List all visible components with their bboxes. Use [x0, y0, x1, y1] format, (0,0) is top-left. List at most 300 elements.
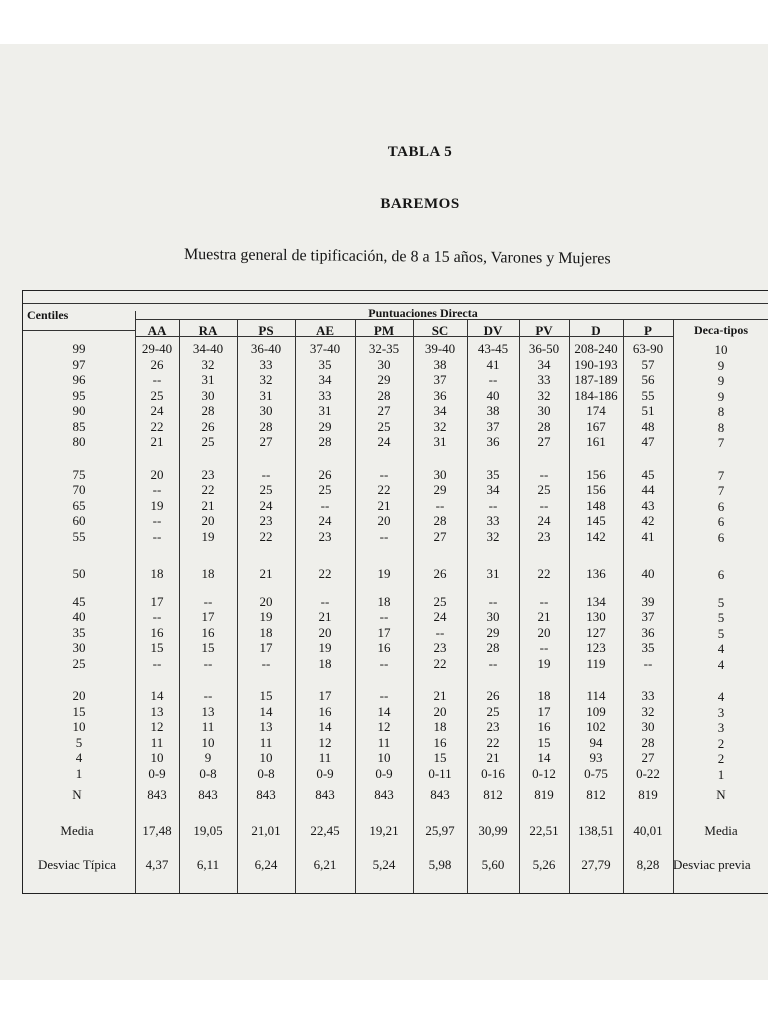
- score-cell: 26: [433, 566, 447, 581]
- score-cell: 18: [201, 566, 215, 581]
- score-cell: 148: [586, 497, 606, 513]
- score-cell: 37: [486, 418, 500, 434]
- score-cell: 23: [433, 640, 447, 655]
- score-cell: --: [203, 655, 213, 671]
- score-cell: 43-45: [477, 341, 509, 356]
- decatipo-value: 6: [717, 498, 725, 514]
- score-cell: 25: [318, 482, 332, 497]
- score-cell: 38: [433, 356, 447, 372]
- score-cell: 119: [586, 655, 606, 671]
- score-cell: --: [539, 593, 549, 609]
- score-cell: --: [435, 624, 445, 640]
- score-cell: 21: [201, 497, 215, 513]
- score-cell: 130: [586, 609, 606, 624]
- score-cell: 12: [377, 719, 391, 734]
- footer-cell: 8,28: [636, 857, 660, 872]
- score-cell: 0-9: [316, 765, 334, 781]
- score-cell: --: [152, 513, 162, 528]
- score-cell: 30: [259, 403, 273, 418]
- score-cell: 20: [318, 624, 332, 640]
- centile-value: 40: [72, 609, 86, 624]
- decatipo-value: 6: [717, 514, 725, 529]
- centile-value: 45: [72, 593, 86, 609]
- score-cell: 36: [433, 387, 447, 403]
- score-cell: 114: [586, 688, 606, 703]
- score-cell: --: [379, 655, 389, 671]
- score-cell: 19: [537, 655, 551, 671]
- score-cell: 48: [641, 418, 655, 434]
- score-cell: 36-50: [528, 341, 560, 356]
- footer-cell: 19,05: [193, 823, 223, 838]
- score-cell: 18: [150, 566, 164, 581]
- centile-value: 97: [72, 356, 86, 372]
- score-cell: 22: [259, 528, 273, 544]
- footer-cell: 843: [315, 787, 335, 802]
- score-cell: 142: [586, 528, 606, 544]
- centiles-header: Centiles: [27, 308, 69, 322]
- centile-value: 60: [72, 513, 86, 528]
- score-cell: 25: [150, 387, 164, 403]
- score-cell: 27: [537, 434, 551, 449]
- score-cell: 12: [150, 719, 164, 734]
- score-cell: 22: [433, 655, 447, 671]
- header-rule: [23, 330, 135, 331]
- score-cell: --: [152, 528, 162, 544]
- score-cell: 11: [150, 734, 164, 750]
- score-cell: 41: [641, 528, 655, 544]
- score-cell: 28: [537, 418, 551, 434]
- score-cell: 127: [586, 624, 606, 640]
- score-cell: 33: [537, 372, 551, 387]
- score-cell: 0-75: [584, 765, 608, 781]
- score-cell: 134: [586, 593, 606, 609]
- score-cell: 27: [377, 403, 391, 418]
- score-cell: 36-40: [250, 341, 282, 356]
- column-header-dv: DV: [483, 323, 503, 338]
- column-header-d: D: [591, 323, 601, 338]
- score-cell: 32-35: [368, 341, 400, 356]
- footer-cell: 6,11: [196, 857, 220, 872]
- score-cell: 11: [259, 734, 273, 750]
- score-cell: 30: [641, 719, 655, 734]
- score-cell: 16: [150, 624, 164, 640]
- footer-cell: 5,26: [532, 857, 556, 872]
- footer-right-label: N: [716, 787, 726, 802]
- score-cell: 56: [641, 372, 655, 387]
- decatipo-value: 4: [717, 656, 725, 672]
- centile-value: 99: [72, 341, 86, 356]
- score-cell: 15: [150, 640, 164, 655]
- score-cell: 24: [318, 513, 332, 528]
- score-cell: 35: [486, 466, 500, 482]
- score-cell: 9: [204, 750, 212, 765]
- footer-cell: 812: [586, 787, 606, 802]
- column-header-sc: SC: [431, 323, 449, 338]
- score-cell: 14: [150, 688, 164, 703]
- score-cell: 28: [486, 640, 500, 655]
- score-cell: 0-9: [375, 765, 393, 781]
- score-cell: 11: [377, 734, 391, 750]
- decatipo-value: 9: [717, 373, 725, 388]
- decatipo-value: 5: [717, 625, 725, 641]
- score-cell: 16: [537, 719, 551, 734]
- score-cell: 14: [377, 703, 391, 719]
- column-header-ae: AE: [315, 323, 335, 338]
- score-cell: 23: [537, 528, 551, 544]
- score-cell: 32: [537, 387, 551, 403]
- score-cell: 26: [486, 688, 500, 703]
- score-cell: --: [488, 497, 498, 513]
- score-cell: 23: [259, 513, 273, 528]
- score-cell: 55: [641, 387, 655, 403]
- centile-value: 10: [72, 719, 86, 734]
- column-header-p: P: [644, 323, 652, 338]
- decatipo-value: 1: [717, 766, 725, 782]
- score-cell: 23: [201, 466, 215, 482]
- score-cell: --: [379, 688, 389, 703]
- score-cell: 24: [377, 434, 391, 449]
- score-cell: 109: [586, 703, 606, 719]
- score-cell: 21: [537, 609, 551, 624]
- score-cell: 0-16: [481, 765, 505, 781]
- deca-tipos-header: Deca-tipos: [694, 323, 748, 337]
- score-cell: 187-189: [574, 372, 618, 387]
- score-cell: 25: [486, 703, 500, 719]
- score-cell: 32: [486, 528, 500, 544]
- score-cell: 36: [486, 434, 500, 449]
- footer-cell: 5,98: [428, 857, 452, 872]
- decatipo-value: 8: [717, 419, 725, 435]
- score-cell: 24: [259, 497, 273, 513]
- score-cell: 44: [641, 482, 655, 497]
- score-cell: 17: [537, 703, 551, 719]
- score-cell: 37-40: [309, 341, 341, 356]
- score-cell: 29: [377, 372, 391, 387]
- score-cell: 0-11: [428, 765, 452, 781]
- score-cell: 31: [433, 434, 447, 449]
- score-cell: 27: [433, 528, 447, 544]
- footer-label: Desviac Típica: [37, 857, 117, 872]
- score-cell: 23: [318, 528, 332, 544]
- score-cell: --: [152, 482, 162, 497]
- score-cell: 30: [537, 403, 551, 418]
- score-cell: 28: [318, 434, 332, 449]
- score-cell: 28: [201, 403, 215, 418]
- decatipo-value: 4: [717, 689, 725, 704]
- score-cell: 35: [318, 356, 332, 372]
- score-cell: --: [488, 593, 498, 609]
- score-cell: 32: [433, 418, 447, 434]
- score-cell: 47: [641, 434, 655, 449]
- score-cell: --: [539, 640, 549, 655]
- table-caption: Muestra general de tipificación, de 8 a 15 años, Varones y Mujeres: [183, 246, 611, 268]
- score-cell: 21: [259, 566, 273, 581]
- score-cell: 17: [150, 593, 164, 609]
- score-cell: 27: [641, 750, 655, 765]
- score-cell: 63-90: [632, 341, 664, 356]
- score-cell: 18: [259, 624, 273, 640]
- footer-cell: 819: [534, 787, 554, 802]
- score-cell: 26: [201, 418, 215, 434]
- score-cell: 39-40: [424, 341, 456, 356]
- score-cell: --: [539, 497, 549, 513]
- footer-cell: 19,21: [369, 823, 399, 838]
- score-cell: 32: [641, 703, 655, 719]
- score-cell: 19: [318, 640, 332, 655]
- decatipo-value: 10: [714, 342, 728, 357]
- score-cell: 0-8: [257, 765, 275, 781]
- centile-value: 1: [75, 765, 83, 781]
- score-cell: 34: [537, 356, 551, 372]
- score-cell: 10: [377, 750, 391, 765]
- score-cell: 32: [201, 356, 215, 372]
- score-cell: 43: [641, 497, 655, 513]
- score-cell: 11: [318, 750, 332, 765]
- group-header: Puntuaciones Directa: [368, 306, 478, 320]
- centile-value: 75: [72, 466, 86, 482]
- document-page: [0, 44, 768, 980]
- score-cell: 33: [318, 387, 332, 403]
- score-cell: 22: [201, 482, 215, 497]
- score-cell: 41: [486, 356, 500, 372]
- footer-cell: 22,45: [310, 823, 340, 838]
- decatipo-value: 9: [717, 388, 725, 404]
- centile-value: 95: [72, 387, 86, 403]
- centile-value: 80: [72, 434, 86, 449]
- score-cell: 25: [433, 593, 447, 609]
- centile-value: 35: [72, 624, 86, 640]
- score-cell: 21: [377, 497, 391, 513]
- footer-cell: 17,48: [142, 823, 172, 838]
- score-cell: 14: [318, 719, 332, 734]
- score-cell: 16: [318, 703, 332, 719]
- score-cell: --: [379, 466, 389, 482]
- score-cell: 14: [259, 703, 273, 719]
- column-header-pv: PV: [535, 323, 553, 338]
- score-cell: 19: [377, 566, 391, 581]
- decatipo-value: 7: [717, 435, 725, 450]
- score-cell: 28: [377, 387, 391, 403]
- score-cell: 51: [641, 403, 655, 418]
- decatipo-value: 9: [717, 357, 725, 373]
- footer-cell: 25,97: [425, 823, 455, 838]
- score-cell: 161: [586, 434, 606, 449]
- score-cell: 19: [201, 528, 215, 544]
- score-cell: 34: [486, 482, 500, 497]
- centile-value: 65: [72, 497, 86, 513]
- score-cell: 30: [201, 387, 215, 403]
- footer-cell: 6,21: [313, 857, 337, 872]
- footer-cell: 819: [638, 787, 658, 802]
- decatipo-value: 6: [717, 567, 725, 582]
- score-cell: 184-186: [574, 387, 618, 403]
- decatipo-value: 7: [717, 467, 725, 483]
- footer-cell: 843: [147, 787, 167, 802]
- centile-value: 85: [72, 418, 86, 434]
- header-rule: [135, 319, 768, 320]
- score-cell: 174: [586, 403, 606, 418]
- score-cell: 42: [641, 513, 655, 528]
- footer-label: Media: [60, 823, 94, 838]
- score-cell: 33: [486, 513, 500, 528]
- score-cell: 29: [486, 624, 500, 640]
- table-number-heading: TABLA 5: [387, 144, 453, 160]
- score-cell: 22: [377, 482, 391, 497]
- column-header-ps: PS: [258, 323, 274, 338]
- score-cell: 18: [318, 655, 332, 671]
- score-cell: 10: [259, 750, 273, 765]
- score-cell: 18: [377, 593, 391, 609]
- score-cell: 14: [537, 750, 551, 765]
- score-cell: --: [488, 655, 498, 671]
- score-cell: 33: [259, 356, 273, 372]
- score-cell: 145: [586, 513, 606, 528]
- score-cell: 21: [486, 750, 500, 765]
- score-cell: 30: [486, 609, 500, 624]
- score-cell: 29: [318, 418, 332, 434]
- decatipo-value: 5: [717, 610, 725, 625]
- score-cell: --: [320, 593, 330, 609]
- footer-cell: 138,51: [578, 823, 614, 838]
- score-cell: 123: [586, 640, 606, 655]
- score-cell: --: [488, 372, 498, 387]
- centile-value: 90: [72, 403, 86, 418]
- column-header-ra: RA: [198, 323, 218, 338]
- score-cell: 15: [201, 640, 215, 655]
- score-cell: 36: [641, 624, 655, 640]
- footer-cell: 4,37: [145, 857, 169, 872]
- score-cell: 28: [433, 513, 447, 528]
- score-cell: 23: [486, 719, 500, 734]
- score-cell: 17: [318, 688, 332, 703]
- score-cell: 20: [201, 513, 215, 528]
- score-cell: --: [320, 497, 330, 513]
- score-cell: 21: [318, 609, 332, 624]
- score-cell: 19: [259, 609, 273, 624]
- score-cell: --: [152, 372, 162, 387]
- score-cell: 12: [318, 734, 332, 750]
- centile-value: 15: [72, 703, 86, 719]
- score-cell: 20: [433, 703, 447, 719]
- score-cell: 20: [259, 593, 273, 609]
- score-cell: 0-8: [199, 765, 217, 781]
- score-cell: 15: [537, 734, 551, 750]
- score-cell: 13: [201, 703, 215, 719]
- score-cell: 30: [433, 466, 447, 482]
- centile-value: 25: [72, 655, 86, 671]
- column-header-aa: AA: [147, 323, 167, 338]
- score-cell: 37: [433, 372, 447, 387]
- decatipo-value: 2: [717, 751, 725, 766]
- score-cell: 25: [537, 482, 551, 497]
- score-cell: 26: [150, 356, 164, 372]
- score-cell: 24: [150, 403, 164, 418]
- score-cell: 13: [259, 719, 273, 734]
- score-cell: 20: [150, 466, 164, 482]
- score-cell: 33: [641, 688, 655, 703]
- header-rule: [23, 303, 768, 304]
- score-cell: 20: [537, 624, 551, 640]
- score-cell: 35: [641, 640, 655, 655]
- score-cell: 22: [486, 734, 500, 750]
- centile-value: 5: [75, 734, 83, 750]
- score-cell: 190-193: [574, 356, 618, 372]
- score-cell: --: [203, 593, 213, 609]
- score-cell: 45: [641, 466, 655, 482]
- footer-cell: 22,51: [529, 823, 559, 838]
- score-cell: 25: [259, 482, 273, 497]
- score-cell: 94: [589, 734, 603, 750]
- centile-value: 20: [72, 688, 86, 703]
- score-cell: 31: [201, 372, 215, 387]
- score-cell: 22: [150, 418, 164, 434]
- score-cell: 21: [150, 434, 164, 449]
- footer-label: N: [72, 787, 82, 802]
- footer-cell: 40,01: [633, 823, 663, 838]
- score-cell: 15: [433, 750, 447, 765]
- score-cell: --: [261, 466, 271, 482]
- score-cell: 16: [433, 734, 447, 750]
- centile-value: 96: [72, 372, 86, 387]
- score-cell: 0-12: [532, 765, 556, 781]
- decatipo-value: 5: [717, 594, 725, 610]
- decatipo-value: 8: [717, 404, 725, 419]
- decatipo-value: 6: [717, 529, 725, 545]
- score-cell: 25: [377, 418, 391, 434]
- score-cell: --: [261, 655, 271, 671]
- score-cell: 20: [377, 513, 391, 528]
- score-cell: --: [539, 466, 549, 482]
- score-cell: 17: [377, 624, 391, 640]
- score-cell: 28: [259, 418, 273, 434]
- score-cell: 24: [537, 513, 551, 528]
- score-cell: 18: [537, 688, 551, 703]
- score-cell: --: [379, 528, 389, 544]
- score-cell: 34: [318, 372, 332, 387]
- score-cell: 0-9: [148, 765, 166, 781]
- footer-right-label: Desviac previa: [673, 857, 751, 872]
- decatipo-value: 3: [717, 704, 725, 720]
- score-cell: 156: [586, 466, 606, 482]
- decatipo-value: 2: [717, 735, 725, 751]
- score-cell: 18: [433, 719, 447, 734]
- score-cell: 34: [433, 403, 447, 418]
- score-cell: 93: [589, 750, 603, 765]
- score-cell: 26: [318, 466, 332, 482]
- centile-value: 50: [72, 566, 86, 581]
- score-cell: 22: [537, 566, 551, 581]
- baremos-table: [22, 290, 768, 894]
- score-cell: 13: [150, 703, 164, 719]
- score-cell: 37: [641, 609, 655, 624]
- score-cell: 10: [201, 734, 215, 750]
- footer-cell: 27,79: [581, 857, 611, 872]
- score-cell: 15: [259, 688, 273, 703]
- score-cell: 25: [201, 434, 215, 449]
- score-cell: 30: [377, 356, 391, 372]
- score-cell: 29-40: [141, 341, 173, 356]
- score-cell: 28: [641, 734, 655, 750]
- footer-cell: 30,99: [478, 823, 508, 838]
- score-cell: 24: [433, 609, 447, 624]
- score-cell: --: [643, 655, 653, 671]
- score-cell: 17: [259, 640, 273, 655]
- score-cell: 38: [486, 403, 500, 418]
- footer-cell: 843: [374, 787, 394, 802]
- footer-cell: 5,60: [481, 857, 505, 872]
- score-cell: 31: [259, 387, 273, 403]
- score-cell: 21: [433, 688, 447, 703]
